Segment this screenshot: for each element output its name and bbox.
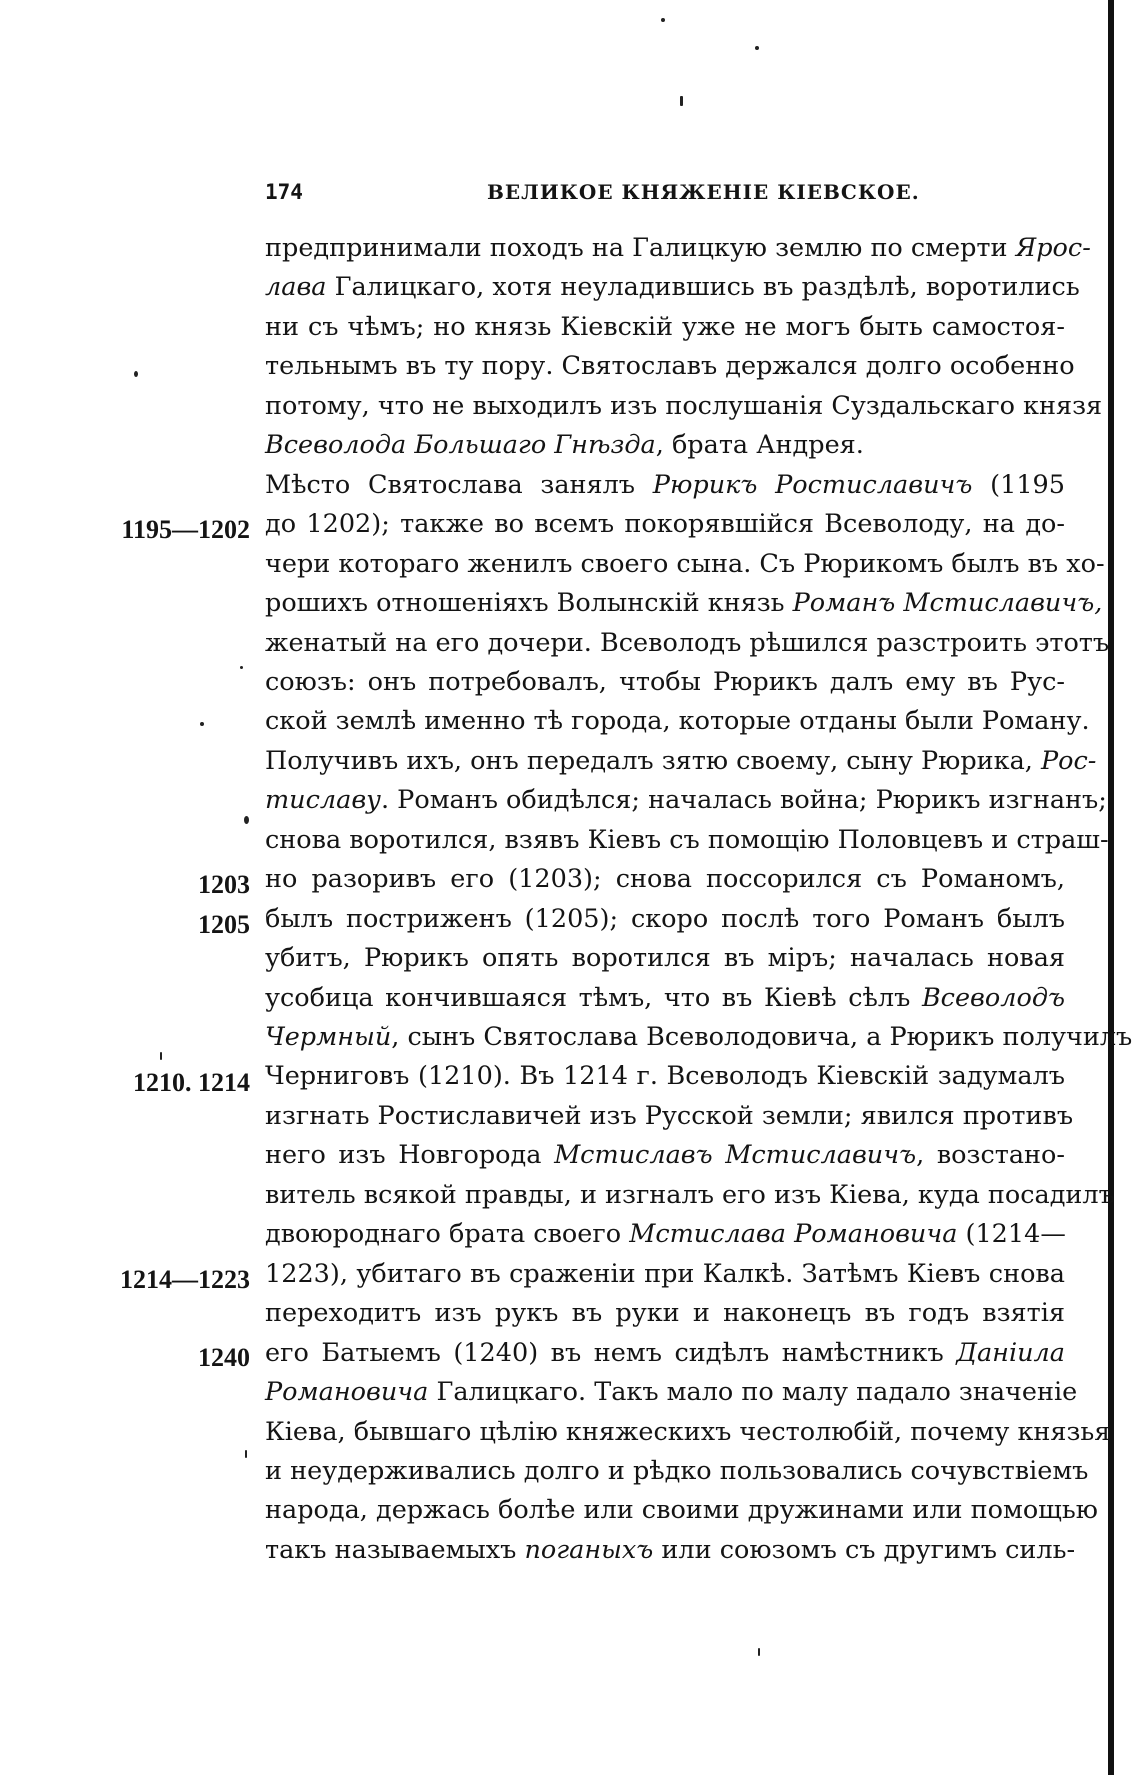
italic-name: тиславу <box>265 785 381 816</box>
text-line <box>265 504 1065 544</box>
text-line <box>265 1530 1076 1570</box>
italic-name: поганыхъ <box>524 1534 654 1565</box>
text-line <box>265 544 1105 584</box>
page-number: 174 <box>265 180 303 204</box>
text-run: 1223), убитаго въ сраженіи при Калкѣ. Затѣмъ Кіевъ снова <box>265 1258 1065 1289</box>
text-line <box>265 1017 1133 1057</box>
text-line <box>265 741 1097 781</box>
scan-speck <box>244 816 249 824</box>
text-line <box>265 386 1103 426</box>
text-run: союзъ: онъ потребовалъ, чтобы Рюрикъ далъ ему въ Рус- <box>265 666 1065 697</box>
italic-name: Романъ Мстиславичъ, <box>792 588 1103 619</box>
text-line <box>265 267 1080 307</box>
italic-name: Всеволодъ <box>921 982 1065 1013</box>
italic-name: Чермный <box>265 1022 392 1052</box>
margin-year-note: 1195—1202 <box>121 515 250 544</box>
text-line <box>265 1451 1089 1491</box>
scan-speck <box>200 722 204 726</box>
margin-year-note: 1210. 1214 <box>133 1068 250 1097</box>
text-run: снова воротился, взявъ Кіевъ съ помощію Половцевъ и страш- <box>265 824 1109 855</box>
text-run: Мѣсто Святослава занялъ <box>265 469 653 500</box>
text-run: или союзомъ съ другимъ силь- <box>653 1534 1076 1565</box>
text-run: женатый на его дочери. Всеволодъ рѣшился разстроить этотъ <box>265 627 1110 658</box>
text-line <box>265 1096 1074 1136</box>
text-run: (1214— <box>957 1219 1066 1250</box>
text-line <box>265 623 1110 663</box>
text-line <box>265 1372 1078 1412</box>
text-run: (1195 <box>972 469 1065 500</box>
italic-name: Ярос- <box>1015 233 1091 263</box>
running-title: ВЕЛИКОЕ КНЯЖЕНІЕ КІЕВСКОЕ. <box>487 180 920 204</box>
text-run: его Батыемъ (1240) въ немъ сидѣлъ намѣстникъ <box>265 1337 957 1368</box>
text-line <box>265 425 1065 465</box>
text-line <box>265 583 1103 623</box>
text-run: до 1202); также во всемъ покорявшійся Всеволоду, на до- <box>265 509 1065 540</box>
text-run: ской землѣ именно тѣ города, которые отданы были Роману. <box>265 706 1090 737</box>
italic-name: лава <box>265 272 327 303</box>
text-line <box>265 978 1065 1018</box>
text-run: рошихъ отношеніяхъ Волынскій князь <box>265 588 793 619</box>
text-line <box>265 1293 1065 1333</box>
text-run: потому, что не выходилъ изъ послушанія Суздальскаго князя <box>265 390 1103 421</box>
italic-name: Рос- <box>1041 745 1097 776</box>
text-line <box>265 465 1065 505</box>
text-line <box>265 820 1109 860</box>
text-run: , сынъ Святослава Всеволодовича, а Рюрикъ получилъ <box>391 1022 1133 1052</box>
text-run: предпринимали походъ на Галицкую землю по смерти <box>265 233 1016 263</box>
text-run: тельнымъ въ ту пору. Святославъ держался долго особенно <box>265 351 1075 382</box>
text-line <box>265 780 1107 820</box>
text-run: усобица кончившаяся тѣмъ, что въ Кіевѣ сѣлъ <box>265 982 922 1013</box>
scan-speck <box>160 1052 162 1060</box>
text-run: ни съ чѣмъ; но князь Кіевскій уже не могъ быть самостоя- <box>265 311 1065 342</box>
text-line <box>265 1412 1111 1452</box>
text-line <box>265 1333 1065 1373</box>
italic-name: Мстислава Романовича <box>629 1219 958 1250</box>
text-run: изгнать Ростиславичей изъ Русской земли; явился противъ <box>265 1100 1074 1131</box>
scan-speck <box>240 666 243 669</box>
margin-year-note: 1240 <box>198 1343 250 1372</box>
text-run: , брата Андрея. <box>655 430 864 461</box>
text-run: , возстано- <box>916 1140 1066 1171</box>
text-run: переходитъ изъ рукъ въ руки и наконецъ въ годъ взятія <box>265 1298 1065 1329</box>
text-run: Галицкаго, хотя неуладившись въ раздѣлѣ, воротились <box>326 272 1080 303</box>
scan-speck <box>245 1450 247 1458</box>
italic-name: Всеволода Большаго Гнѣзда <box>265 430 656 461</box>
scan-speck <box>755 46 759 50</box>
text-run: него изъ Новгорода <box>265 1140 555 1171</box>
text-run: народа, держась болѣе или своими дружинами или помощью <box>265 1495 1098 1526</box>
margin-year-note: 1205 <box>198 910 250 939</box>
text-run: былъ постриженъ (1205); скоро послѣ того Романъ былъ <box>265 903 1065 934</box>
text-line <box>265 1135 1065 1175</box>
text-run: . Романъ обидѣлся; началась война; Рюрикъ изгнанъ; <box>380 785 1107 816</box>
text-line <box>265 899 1065 939</box>
text-run: убитъ, Рюрикъ опять воротился въ міръ; началась новая <box>265 943 1065 974</box>
text-run: но разоривъ его (1203); снова поссорился съ Романомъ, <box>265 864 1065 895</box>
text-run: такъ называемыхъ <box>265 1534 525 1565</box>
text-run: чери котораго женилъ своего сына. Съ Рюрикомъ былъ въ хо- <box>265 548 1105 579</box>
text-line <box>265 228 1091 268</box>
text-line <box>265 701 1090 741</box>
text-run: и неудерживались долго и рѣдко пользовались сочувствіемъ <box>265 1455 1089 1486</box>
margin-year-note: 1214—1223 <box>120 1265 250 1294</box>
text-run: Кіева, бывшаго цѣлію княжескихъ честолюбій, почему князья <box>265 1416 1111 1447</box>
italic-name: Данiила <box>956 1337 1065 1368</box>
italic-name: Романовича <box>265 1377 429 1408</box>
scan-speck <box>661 18 665 22</box>
margin-year-note: 1203 <box>198 870 250 899</box>
page-header <box>265 180 1065 210</box>
text-line <box>265 1214 1065 1254</box>
text-line <box>265 1490 1098 1530</box>
scan-speck <box>680 96 683 106</box>
text-run: двоюроднаго брата своего <box>265 1219 630 1250</box>
scan-speck <box>134 371 138 377</box>
text-run: Получивъ ихъ, онъ передалъ зятю своему, сыну Рюрика, <box>265 745 1042 776</box>
text-line <box>265 1056 1065 1096</box>
page-edge-shadow <box>1108 0 1114 1775</box>
text-line <box>265 1254 1065 1294</box>
text-line <box>265 307 1065 347</box>
text-run: витель всякой правды, и изгналъ его изъ Кіева, куда посадилъ <box>265 1179 1115 1210</box>
scan-speck <box>758 1648 760 1656</box>
text-line <box>265 662 1065 702</box>
text-run: Черниговъ (1210). Въ 1214 г. Всеволодъ Кіевскій задумалъ <box>265 1061 1065 1092</box>
italic-name: Рюрикъ Ростиславичъ <box>652 469 973 500</box>
text-line <box>265 346 1075 386</box>
text-line <box>265 1175 1115 1215</box>
italic-name: Мстиславъ Мстиславичъ <box>554 1140 917 1171</box>
text-line <box>265 938 1065 978</box>
text-line <box>265 859 1065 899</box>
text-run: Галицкаго. Такъ мало по малу падало значеніе <box>428 1377 1078 1408</box>
